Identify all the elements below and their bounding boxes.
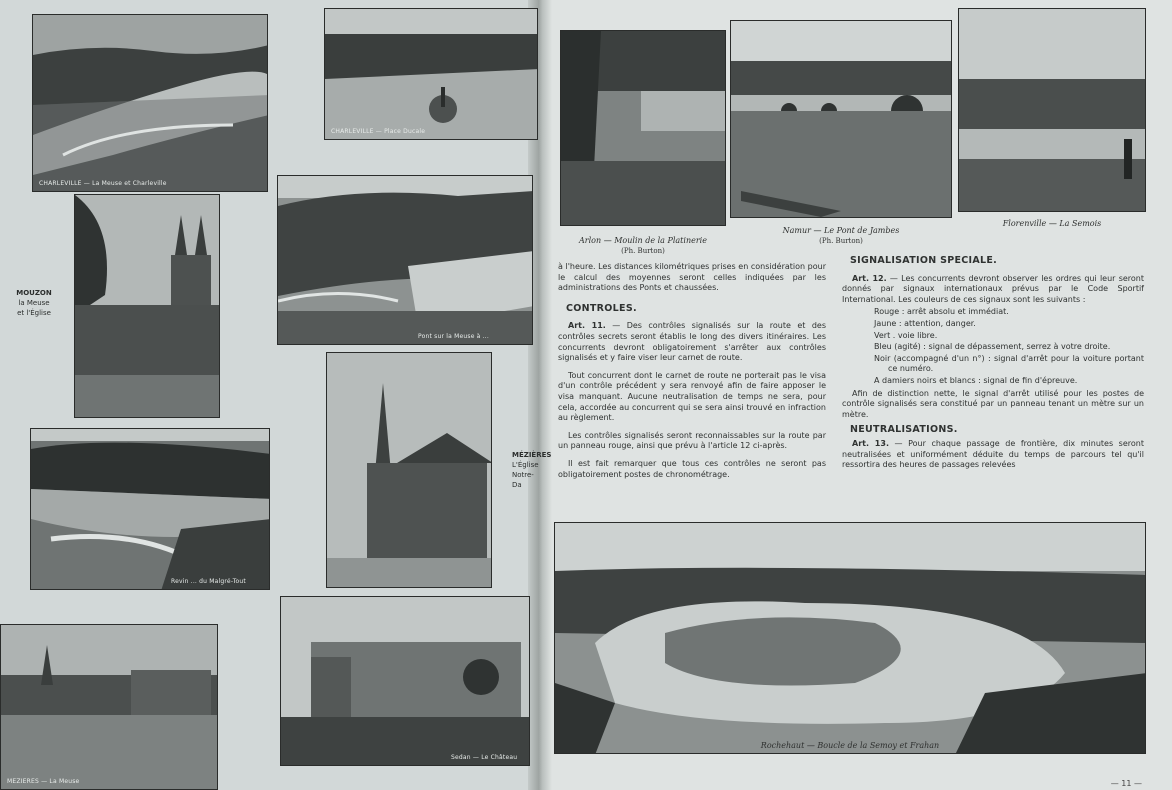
article-text: — Les concurrents devront observer les ordres qui leur seront donnés par signaux internationaux prévus par le Code Sportif International. Les couleurs de ces signaux sont les suivants : [842,273,1144,304]
caption-text: Namur — Le Pont de Jambes [782,226,900,235]
caption-florenville [958,219,1146,229]
paragraph: Les contrôles signalisés seront reconnaissables sur la route par un panneau rouge, ainsi que prévu à l'article 12 ci-après. [558,430,826,451]
paragraph: à l'heure. Les distances kilométriques prises en considération pour le calcul des moyennes seront celles indiquées par les administrations des Ponts et chaussées. [558,262,826,293]
photo-florenville-semois [958,8,1146,212]
caption-text: Florenville — La Semois [1002,219,1102,228]
photo-caption: CHARLEVILLE — La Meuse et Charleville [39,180,167,187]
photo-caption: CHARLEVILLE — Place Ducale [331,128,426,135]
paragraph: Tout concurrent dont le carnet de route ne porterait pas le visa d'un contrôle précédent y sera renvoyé afin de faire apposer le visa manquant. Aucune neutralisation de temps ne sera, pour cela, accordée au concurrent qui se sera ainsi trouvé en infraction au règlement. [558,370,826,423]
signal-item: Bleu (agité) : signal de dépassement, serrez à votre droite. [874,342,1111,352]
photo-caption: Pont sur la Meuse à ... [418,333,489,340]
photo-caption: Revin ... du Malgré-Tout [171,578,246,585]
paragraph [842,439,1144,471]
photo-pont-meuse [277,175,533,345]
photo-place-ducale [324,8,538,140]
photo-sedan-chateau [280,596,530,766]
photo-mouzon-eglise [74,194,220,418]
photo-mezieres-eglise [326,352,492,588]
label-line: Notre-Da [512,471,534,489]
photo-namur-pont [730,20,952,218]
photo-charleville-meuse [32,14,268,192]
section-heading: SIGNALISATION SPECIALE. [850,255,998,266]
paragraph: Afin de distinction nette, le signal d'arrêt utilisé pour les postes de contrôle signalisés sera constitué par un panneau tenant un mètre sur un mètre. [842,388,1144,419]
text-column-left [558,262,826,487]
page-number: — 11 — [1110,779,1142,788]
paragraph [558,321,826,363]
photo-arlon-moulin [560,30,726,226]
label-title: MOUZON [16,289,52,297]
caption-text: Arlon — Moulin de la Platinerie [579,236,707,245]
signal-item: Rouge : arrêt absolu et immédiat. [874,307,1009,317]
photo-mezieres-meuse [0,624,218,790]
caption-credit: (Ph. Burton) [621,247,665,255]
signal-item: Noir (accompagné d'un n°) : signal d'arrêt pour la voiture portant ce numéro. [874,353,1144,374]
caption-rochehaut: Rochehaut — Boucle de la Semoy et Frahan [760,741,940,750]
signal-item: Jaune : attention, danger. [874,318,976,328]
label-line: L'Église [512,461,539,469]
label-mezieres [512,450,552,490]
caption-arlon [560,236,726,256]
label-line: la Meuse [18,299,50,307]
photo-caption: Sedan — Le Château [451,754,518,761]
paragraph [842,274,1144,306]
text-column-right [842,252,1144,478]
signal-item: A damiers noirs et blancs : signal de fin d'épreuve. [874,375,1078,385]
section-heading: NEUTRALISATIONS. [850,424,958,436]
section-heading: CONTROLES. [566,302,637,314]
article-label: Art. 12. [852,273,887,283]
article-label: Art. 13. [852,438,889,448]
article-label: Art. 11. [568,321,606,331]
article-text: — Des contrôles signalisés sur la route et des contrôles secrets seront établis le long des divers itinéraires. Les concurrents devront obligatoirement s'arrêter aux contrôles signalisés et y faire viser leur carnet de route. [558,321,826,363]
label-mouzon [10,288,58,318]
caption-credit: (Ph. Burton) [819,237,863,245]
label-line: et l'Église [17,309,51,317]
caption-namur [730,226,952,246]
label-title: MÉZIÈRES [512,451,552,459]
signal-item: Vert . voie libre. [874,330,938,340]
photo-caption: MEZIERES — La Meuse [7,778,80,785]
paragraph: Il est fait remarquer que tous ces contrôles ne seront pas obligatoirement postes de chronométrage. [558,458,826,479]
photo-rochehaut-boucle [554,522,1146,754]
photo-revin [30,428,270,590]
article-text: — Pour chaque passage de frontière, dix minutes seront neutralisées et uniformément déduite du temps de parcours tel qu'il ressortira des heures de passages relevées [842,438,1144,470]
